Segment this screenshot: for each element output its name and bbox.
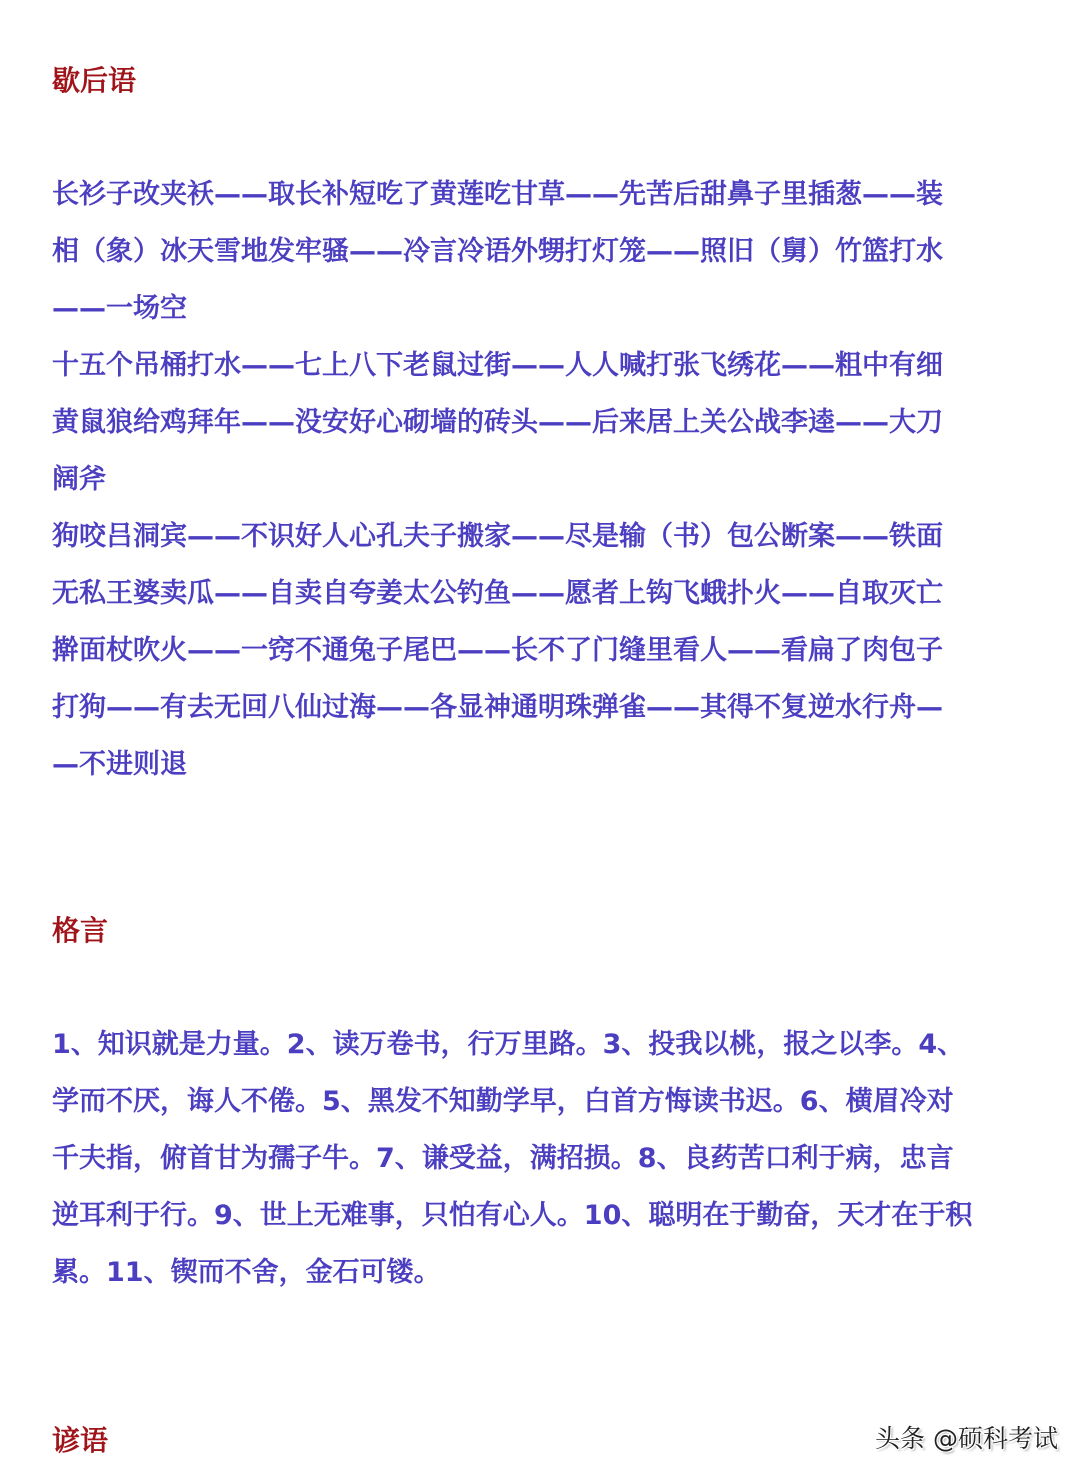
text-line: 1、知识就是力量。2、读万卷书，行万里路。3、投我以桃，报之以李。4、 — [52, 1029, 965, 1060]
text-line: 十五个吊桶打水——七上八下老鼠过街——人人喊打张飞绣花——粗中有细 — [52, 350, 943, 381]
text-line: ——一场空 — [52, 293, 187, 324]
text-line: 黄鼠狼给鸡拜年——没安好心砌墙的砖头——后来居上关公战李逵——大刀 — [52, 407, 943, 438]
geyan-paragraph — [52, 1016, 1037, 1301]
section-title-xiehouyu: 歇后语 — [52, 64, 137, 97]
text-line: 逆耳利于行。9、世上无难事，只怕有心人。10、聪明在于勤奋，天才在于积 — [52, 1200, 973, 1231]
text-line: 学而不厌，诲人不倦。5、黑发不知勤学早，白首方悔读书迟。6、横眉冷对 — [52, 1086, 954, 1117]
text-line: 擀面杖吹火——一窍不通兔子尾巴——长不了门缝里看人——看扁了肉包子 — [52, 635, 943, 666]
source-watermark: 头条 @硕科考试 — [875, 1424, 1058, 1453]
text-line: 打狗——有去无回八仙过海——各显神通明珠弹雀——其得不复逆水行舟— — [52, 692, 943, 723]
text-line: —不进则退 — [52, 749, 187, 780]
text-line: 长衫子改夹袄——取长补短吃了黄莲吃甘草——先苦后甜鼻子里插葱——装 — [52, 179, 943, 210]
section-title-geyan: 格言 — [52, 914, 109, 947]
text-line: 相（象）冰天雪地发牢骚——冷言冷语外甥打灯笼——照旧（舅）竹篮打水 — [52, 236, 943, 267]
text-line: 狗咬吕洞宾——不识好人心孔夫子搬家——尽是输（书）包公断案——铁面 — [52, 521, 943, 552]
xiehouyu-paragraph — [52, 166, 1037, 793]
text-line: 千夫指，俯首甘为孺子牛。7、谦受益，满招损。8、良药苦口利于病，忠言 — [52, 1143, 954, 1174]
text-line: 累。11、锲而不舍，金石可镂。 — [52, 1257, 441, 1288]
text-line: 无私王婆卖瓜——自卖自夸姜太公钓鱼——愿者上钩飞蛾扑火——自取灭亡 — [52, 578, 943, 609]
text-line: 阔斧 — [52, 464, 106, 495]
section-title-yanyu: 谚语 — [52, 1424, 109, 1457]
